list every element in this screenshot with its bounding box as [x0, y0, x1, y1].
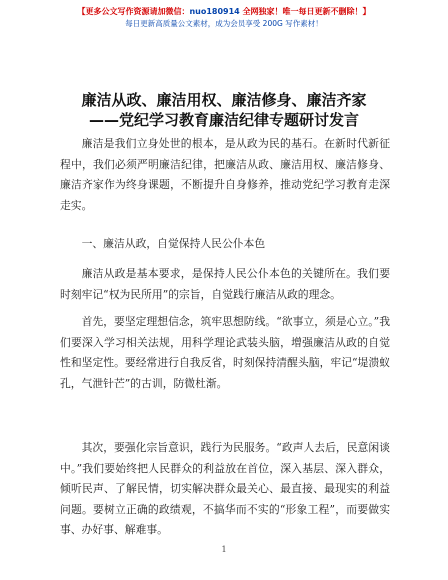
- promo-prefix: 【更多公文写作资源请加微信：: [77, 7, 190, 16]
- section-1-point-1: 首先，要坚定理想信念，筑牢思想防线。“欲事立，须是心立。”我们要深入学习相关法规，用科学理论武装头脑，增强廉洁从政的自觉性和坚定性。要经常进行自我反省，时刻保持清醒头脑，牢记“堤溃蚁孔，气泄针芒”的古训，防微杜渐。: [60, 315, 390, 390]
- document-subtitle: ——党纪学习教育廉洁纪律专题研讨发言: [88, 111, 359, 129]
- section-heading-1: 一、廉洁从政，自觉保持人民公仆本色: [81, 237, 266, 250]
- document-title: 廉洁从政、廉洁用权、廉洁修身、廉洁齐家: [81, 91, 367, 109]
- promo-banner: [0, 6, 448, 30]
- promo-middle: 全网独家！唯一每日更新不删除！: [239, 7, 363, 16]
- page-number: 1: [221, 545, 227, 554]
- promo-banner-line1: [0, 6, 448, 18]
- section-1-point-2: 其次，要强化宗旨意识，践行为民服务。“政声人去后，民意闲谈中。”我们要始终把人民群众的利益放在首位，深入基层、深入群众，倾听民声、了解民情，切实解决群众最关心、最直接、最现实的利益问题。要树立正确的政绩观，不搞华而不实的“形象工程”，而要做实事、办好事、解难事。: [60, 441, 390, 536]
- intro-paragraph: 廉洁是我们立身处世的根本，是从政为民的基石。在新时代新征程中，我们必须严明廉洁纪律，把廉洁从政、廉洁用权、廉洁修身、廉洁齐家作为终身课题，不断提升自身修养，推动党纪学习教育走深走实。: [60, 137, 390, 212]
- wechat-id: nuo180914: [189, 7, 240, 16]
- promo-banner-line2: 每日更新高质量公文素材，成为会员享受 200G 写作素材！: [125, 19, 323, 28]
- promo-suffix: 】: [362, 7, 371, 16]
- section-1-paragraph: 廉洁从政是基本要求，是保持人民公仆本色的关键所在。我们要时刻牢记“权为民所用”的宗旨，自觉践行廉洁从政的理念。: [60, 267, 390, 301]
